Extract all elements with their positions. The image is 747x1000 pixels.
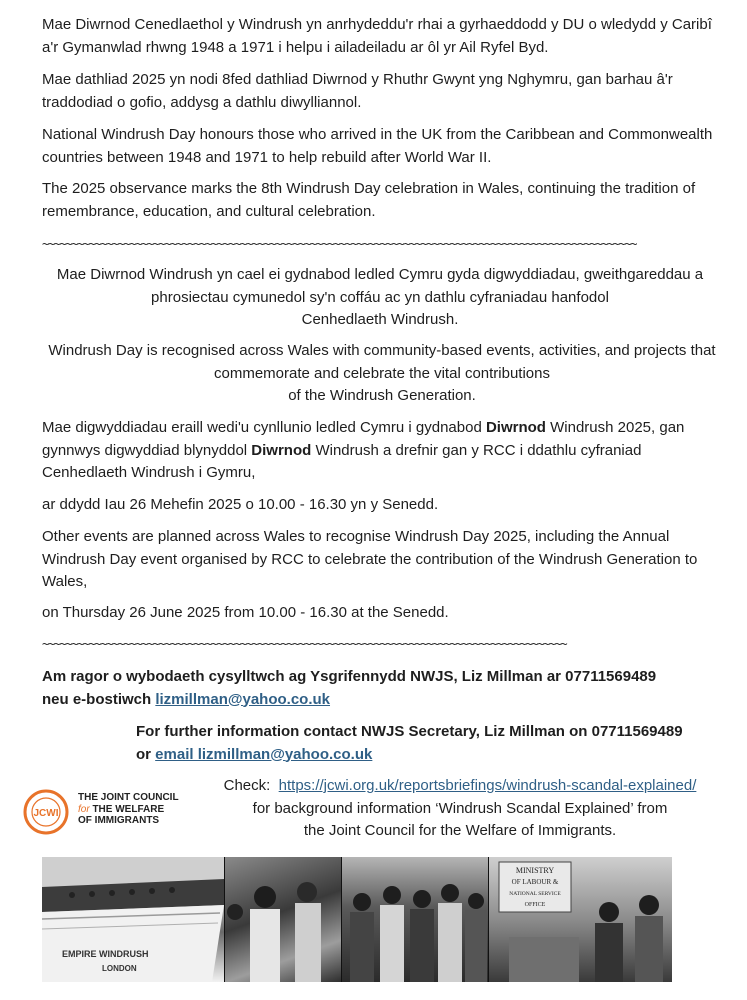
- windrush-photo-collage: [42, 857, 672, 982]
- email-link-english[interactable]: email lizmillman@yahoo.co.uk: [155, 745, 373, 763]
- logo-for-word: for: [78, 803, 90, 815]
- contact-english-line1: For further information contact NWJS Secretary, Liz Millman on 07711569489: [136, 723, 683, 740]
- welsh-events-text-c: Windrush 2025, gan gynnwys digwyddiad blynyddol: [42, 419, 685, 459]
- contact-english-line2: [136, 744, 736, 767]
- contact-welsh-line1: Am ragor o wybodaeth cysylltwch ag Ysgrifennydd NWJS, Liz Millman ar 07711569489: [42, 668, 657, 685]
- welsh-recognition-line2: phrosiectau cymunedol sy'n coffáu ac yn dathlu cyfraniadau hanfodol: [151, 288, 609, 306]
- empire-windrush-ship-photo: [42, 857, 224, 982]
- ship-port-text: LONDON: [102, 964, 137, 973]
- check-label: Check:: [223, 777, 279, 794]
- jcwi-badge-text: JCWI: [33, 808, 59, 819]
- email-link-welsh[interactable]: lizmillman@yahoo.co.uk: [155, 690, 331, 708]
- arrivals-figures: [225, 857, 341, 982]
- jcwi-logo-text: [78, 792, 188, 827]
- welsh-events-bold-1: Diwrnod: [485, 419, 546, 436]
- paragraph-english-date: on Thursday 26 June 2025 from 10.00 - 16.30 at the Senedd.: [42, 604, 449, 621]
- check-line2: for background information ‘Windrush Scandal Explained’ from: [252, 799, 668, 817]
- ship-name-text: EMPIRE WINDRUSH: [62, 949, 149, 959]
- tilde-divider: ~~~~~~~~~~~~~~~~~~~~~~~~~~~~~~~~~~~~~~~~~~~~~~~~~~~~~~~~~~~~~~~~~~~~~~~~~~~~~~~~~~~~~~~~~~~~~~~~~~~~~~: [42, 238, 637, 250]
- paragraph-english-2025: The 2025 observance marks the 8th Windrush Day celebration in Wales, continuing the tradition of remembrance, education, and cultural celebration.: [42, 180, 696, 220]
- arrivals-photo: [225, 857, 341, 982]
- welsh-events-bold-2: Diwrnod: [251, 441, 312, 459]
- welsh-events-text-d: Windrush a drefnir gan y RCC i ddathlu cyfraniad Cenhedlaeth Windrush i Gymru,: [42, 441, 642, 481]
- sign-line1: MINISTRY: [515, 866, 555, 875]
- sign-line2: OF LABOUR &: [511, 878, 559, 886]
- check-line1: [200, 775, 720, 798]
- contact-english-prefix: or: [136, 745, 156, 763]
- contact-english: [136, 721, 736, 766]
- crowd-figures: [342, 857, 488, 982]
- sign-line3: NATIONAL SERVICE: [509, 891, 561, 897]
- contact-welsh-line2: [42, 689, 732, 712]
- sign-line4: OFFICE: [524, 902, 546, 908]
- paragraph-english-intro: National Windrush Day honours those who arrived in the UK from the Caribbean and Commonwealth countries between 1948 and 1971 to help rebuild after World War II.: [42, 126, 713, 166]
- logo-line2-rest: THE WELFARE: [89, 803, 165, 815]
- welsh-events-text-a: Mae digwyddiadau eraill wedi'u cynllunio ledled Cymru i gydnabod: [42, 419, 486, 436]
- welsh-recognition-line1: Mae Diwrnod Windrush yn cael ei gydnabod ledled Cymru gyda digwyddiadau, gweithgareddau a: [56, 266, 704, 283]
- english-recognition-block: [40, 340, 724, 408]
- english-recognition-line2: commemorate and celebrate the vital contributions: [213, 364, 550, 382]
- welsh-recognition-block: [40, 264, 720, 332]
- jcwi-logo: [22, 786, 182, 838]
- paragraph-welsh-intro: Mae Diwrnod Cenedlaethol y Windrush yn anrhydeddu'r rhai a gyrhaeddodd y DU o wledydd y Caribî a'r Gymanwlad rhwng 1948 a 1971 i helpu i ailadeiladu ar ôl yr Ail Ryfel Byd.: [42, 16, 712, 56]
- logo-line3: OF IMMIGRANTS: [78, 815, 160, 826]
- english-recognition-line1: Windrush Day is recognised across Wales with community-based events, activities, and projects that: [48, 342, 716, 359]
- contact-welsh-prefix: neu e-bostiwch: [42, 690, 156, 708]
- jcwi-badge-icon: [22, 788, 70, 836]
- welsh-recognition-line3: Cenhedlaeth Windrush.: [301, 311, 459, 328]
- english-recognition-line3: of the Windrush Generation.: [288, 387, 476, 404]
- contact-welsh: [42, 666, 732, 711]
- check-block: [200, 775, 720, 843]
- jcwi-report-link[interactable]: https://jcwi.org.uk/reportsbriefings/windrush-scandal-explained/: [278, 777, 697, 794]
- paragraph-welsh-events: [42, 417, 702, 485]
- crowd-photo: [342, 857, 488, 982]
- tilde-divider-2: ~~~~~~~~~~~~~~~~~~~~~~~~~~~~~~~~~~~~~~~~~~~~~~~~~~~~~~~~~~~~~~~~~~~~~~~~~~~~~~~~~~~~~~~~~~: [42, 638, 567, 650]
- labour-office-scene: [489, 857, 672, 982]
- paragraph-welsh-date: ar ddydd Iau 26 Mehefin 2025 o 10.00 - 16.30 yn y Senedd.: [42, 496, 439, 513]
- labour-office-photo: [489, 857, 672, 982]
- ship-illustration: [42, 857, 224, 982]
- logo-line2: [78, 804, 188, 816]
- paragraph-welsh-2025: Mae dathliad 2025 yn nodi 8fed dathliad Diwrnod y Rhuthr Gwynt yng Nghymru, gan barhau â'r traddodiad o gofio, addysg a dathlu diwylliannol.: [42, 71, 673, 111]
- paragraph-english-events: Other events are planned across Wales to recognise Windrush Day 2025, including the Annual Windrush Day event organised by RCC to celebrate the contribution of the Windrush Generation to Wales,: [42, 528, 698, 590]
- logo-line1: THE JOINT COUNCIL: [78, 792, 179, 803]
- check-line3: the Joint Council for the Welfare of Immigrants.: [303, 822, 617, 839]
